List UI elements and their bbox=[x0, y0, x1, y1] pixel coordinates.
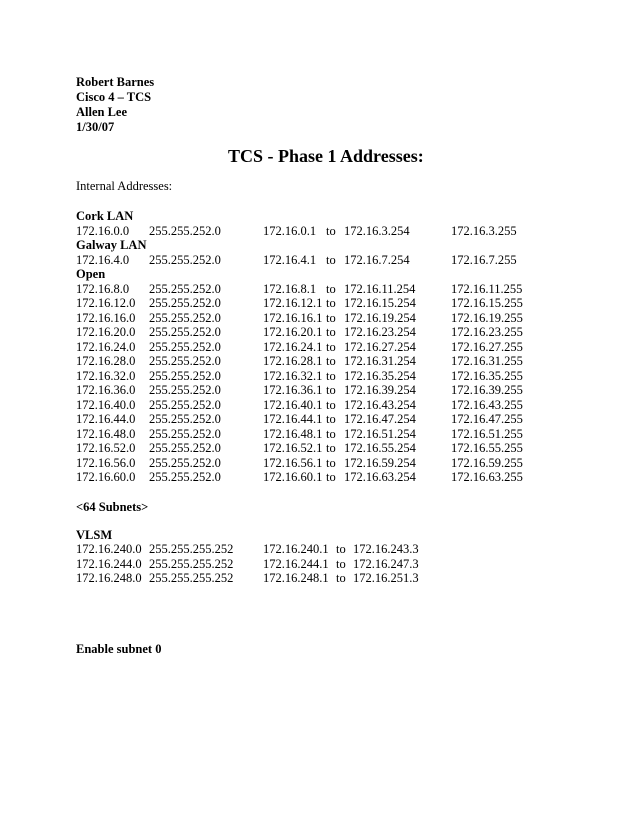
address-row bbox=[0, 325, 638, 340]
network-address: 172.16.60.0 bbox=[76, 470, 136, 484]
network-address: 172.16.40.0 bbox=[76, 398, 136, 412]
author-name: Robert Barnes bbox=[76, 75, 155, 89]
address-row bbox=[0, 412, 638, 427]
range-separator: to bbox=[326, 427, 336, 441]
range-start: 172.16.16.1 bbox=[263, 311, 323, 325]
address-row bbox=[0, 456, 638, 471]
range-start: 172.16.40.1 bbox=[263, 398, 323, 412]
range-start: 172.16.240.1 bbox=[263, 542, 329, 556]
range-separator: to bbox=[326, 311, 336, 325]
network-address: 172.16.24.0 bbox=[76, 340, 136, 354]
range-end: 172.16.11.254 bbox=[344, 282, 416, 296]
partner-name: Allen Lee bbox=[76, 105, 128, 119]
range-end: 172.16.63.254 bbox=[344, 470, 416, 484]
range-end: 172.16.247.3 bbox=[353, 557, 419, 571]
subnet-mask: 255.255.252.0 bbox=[149, 470, 221, 484]
address-row bbox=[0, 369, 638, 384]
range-end: 172.16.39.254 bbox=[344, 383, 416, 397]
vlsm-row bbox=[0, 542, 638, 557]
address-row bbox=[0, 354, 638, 369]
broadcast-address: 172.16.39.255 bbox=[451, 383, 523, 397]
address-row bbox=[0, 383, 638, 398]
range-start: 172.16.4.1 bbox=[263, 253, 317, 267]
subnet-count-note: <64 Subnets> bbox=[76, 500, 149, 514]
broadcast-address: 172.16.23.255 bbox=[451, 325, 523, 339]
range-separator: to bbox=[336, 542, 346, 556]
range-start: 172.16.56.1 bbox=[263, 456, 323, 470]
network-address: 172.16.44.0 bbox=[76, 412, 136, 426]
range-separator: to bbox=[326, 282, 336, 296]
range-end: 172.16.243.3 bbox=[353, 542, 419, 556]
range-end: 172.16.43.254 bbox=[344, 398, 416, 412]
address-row bbox=[0, 441, 638, 456]
subnet-mask: 255.255.252.0 bbox=[149, 311, 221, 325]
address-row bbox=[0, 470, 638, 485]
range-start: 172.16.60.1 bbox=[263, 470, 323, 484]
subnet-mask: 255.255.252.0 bbox=[149, 398, 221, 412]
range-separator: to bbox=[326, 369, 336, 383]
broadcast-address: 172.16.35.255 bbox=[451, 369, 523, 383]
range-end: 172.16.27.254 bbox=[344, 340, 416, 354]
range-separator: to bbox=[326, 224, 336, 238]
broadcast-address: 172.16.59.255 bbox=[451, 456, 523, 470]
network-address: 172.16.32.0 bbox=[76, 369, 136, 383]
section-heading-galway-lan: Galway LAN bbox=[76, 238, 147, 252]
broadcast-address: 172.16.7.255 bbox=[451, 253, 517, 267]
subnet-mask: 255.255.252.0 bbox=[149, 456, 221, 470]
section-heading-cork-lan: Cork LAN bbox=[76, 209, 134, 223]
broadcast-address: 172.16.19.255 bbox=[451, 311, 523, 325]
broadcast-address: 172.16.43.255 bbox=[451, 398, 523, 412]
subnet-mask: 255.255.252.0 bbox=[149, 383, 221, 397]
broadcast-address: 172.16.3.255 bbox=[451, 224, 517, 238]
range-end: 172.16.7.254 bbox=[344, 253, 410, 267]
range-end: 172.16.31.254 bbox=[344, 354, 416, 368]
address-row bbox=[0, 427, 638, 442]
network-address: 172.16.48.0 bbox=[76, 427, 136, 441]
network-address: 172.16.244.0 bbox=[76, 557, 142, 571]
broadcast-address: 172.16.55.255 bbox=[451, 441, 523, 455]
section-heading-open: Open bbox=[76, 267, 106, 281]
subnet-mask: 255.255.252.0 bbox=[149, 325, 221, 339]
document-header bbox=[76, 75, 154, 135]
range-start: 172.16.48.1 bbox=[263, 427, 323, 441]
address-row bbox=[0, 311, 638, 326]
range-start: 172.16.8.1 bbox=[263, 282, 317, 296]
range-end: 172.16.59.254 bbox=[344, 456, 416, 470]
network-address: 172.16.16.0 bbox=[76, 311, 136, 325]
subnet-mask: 255.255.252.0 bbox=[149, 427, 221, 441]
subnet-mask: 255.255.252.0 bbox=[149, 224, 221, 238]
range-end: 172.16.35.254 bbox=[344, 369, 416, 383]
range-start: 172.16.44.1 bbox=[263, 412, 323, 426]
range-start: 172.16.32.1 bbox=[263, 369, 323, 383]
range-separator: to bbox=[326, 412, 336, 426]
address-row bbox=[0, 398, 638, 413]
range-separator: to bbox=[326, 441, 336, 455]
internal-addresses-label: Internal Addresses: bbox=[76, 179, 173, 193]
network-address: 172.16.20.0 bbox=[76, 325, 136, 339]
subnet-mask: 255.255.252.0 bbox=[149, 282, 221, 296]
range-separator: to bbox=[326, 383, 336, 397]
subnet-mask: 255.255.252.0 bbox=[149, 253, 221, 267]
range-end: 172.16.15.254 bbox=[344, 296, 416, 310]
range-separator: to bbox=[326, 470, 336, 484]
range-start: 172.16.244.1 bbox=[263, 557, 329, 571]
subnet-mask: 255.255.252.0 bbox=[149, 296, 221, 310]
network-address: 172.16.240.0 bbox=[76, 542, 142, 556]
range-start: 172.16.52.1 bbox=[263, 441, 323, 455]
range-end: 172.16.251.3 bbox=[353, 571, 419, 585]
subnet-mask: 255.255.252.0 bbox=[149, 340, 221, 354]
subnet-mask: 255.255.252.0 bbox=[149, 369, 221, 383]
range-separator: to bbox=[326, 398, 336, 412]
range-start: 172.16.28.1 bbox=[263, 354, 323, 368]
document-date: 1/30/07 bbox=[76, 120, 115, 134]
network-address: 172.16.56.0 bbox=[76, 456, 136, 470]
range-separator: to bbox=[326, 296, 336, 310]
address-row bbox=[0, 282, 638, 297]
range-separator: to bbox=[336, 571, 346, 585]
subnet-mask: 255.255.255.252 bbox=[149, 571, 234, 585]
range-end: 172.16.47.254 bbox=[344, 412, 416, 426]
range-end: 172.16.23.254 bbox=[344, 325, 416, 339]
range-end: 172.16.3.254 bbox=[344, 224, 410, 238]
broadcast-address: 172.16.15.255 bbox=[451, 296, 523, 310]
broadcast-address: 172.16.51.255 bbox=[451, 427, 523, 441]
range-separator: to bbox=[336, 557, 346, 571]
address-row bbox=[0, 253, 638, 268]
vlsm-row bbox=[0, 571, 638, 586]
broadcast-address: 172.16.31.255 bbox=[451, 354, 523, 368]
subnet-mask: 255.255.252.0 bbox=[149, 441, 221, 455]
address-row bbox=[0, 340, 638, 355]
range-separator: to bbox=[326, 456, 336, 470]
broadcast-address: 172.16.63.255 bbox=[451, 470, 523, 484]
vlsm-row bbox=[0, 557, 638, 572]
network-address: 172.16.8.0 bbox=[76, 282, 130, 296]
network-address: 172.16.36.0 bbox=[76, 383, 136, 397]
subnet-mask: 255.255.255.252 bbox=[149, 542, 234, 556]
broadcast-address: 172.16.27.255 bbox=[451, 340, 523, 354]
range-separator: to bbox=[326, 253, 336, 267]
address-row bbox=[0, 296, 638, 311]
subnet-mask: 255.255.252.0 bbox=[149, 412, 221, 426]
range-start: 172.16.36.1 bbox=[263, 383, 323, 397]
network-address: 172.16.12.0 bbox=[76, 296, 136, 310]
broadcast-address: 172.16.11.255 bbox=[451, 282, 523, 296]
range-start: 172.16.12.1 bbox=[263, 296, 323, 310]
enable-subnet-zero-note: Enable subnet 0 bbox=[76, 642, 162, 656]
range-start: 172.16.20.1 bbox=[263, 325, 323, 339]
range-separator: to bbox=[326, 354, 336, 368]
range-end: 172.16.19.254 bbox=[344, 311, 416, 325]
range-separator: to bbox=[326, 340, 336, 354]
network-address: 172.16.4.0 bbox=[76, 253, 130, 267]
network-address: 172.16.28.0 bbox=[76, 354, 136, 368]
range-separator: to bbox=[326, 325, 336, 339]
subnet-mask: 255.255.255.252 bbox=[149, 557, 234, 571]
address-row bbox=[0, 224, 638, 239]
network-address: 172.16.0.0 bbox=[76, 224, 130, 238]
page-title: TCS - Phase 1 Addresses: bbox=[228, 146, 424, 166]
range-end: 172.16.51.254 bbox=[344, 427, 416, 441]
network-address: 172.16.248.0 bbox=[76, 571, 142, 585]
subnet-mask: 255.255.252.0 bbox=[149, 354, 221, 368]
range-start: 172.16.248.1 bbox=[263, 571, 329, 585]
range-start: 172.16.24.1 bbox=[263, 340, 323, 354]
broadcast-address: 172.16.47.255 bbox=[451, 412, 523, 426]
section-heading-vlsm: VLSM bbox=[76, 528, 113, 542]
range-start: 172.16.0.1 bbox=[263, 224, 317, 238]
range-end: 172.16.55.254 bbox=[344, 441, 416, 455]
course-name: Cisco 4 – TCS bbox=[76, 90, 152, 104]
network-address: 172.16.52.0 bbox=[76, 441, 136, 455]
